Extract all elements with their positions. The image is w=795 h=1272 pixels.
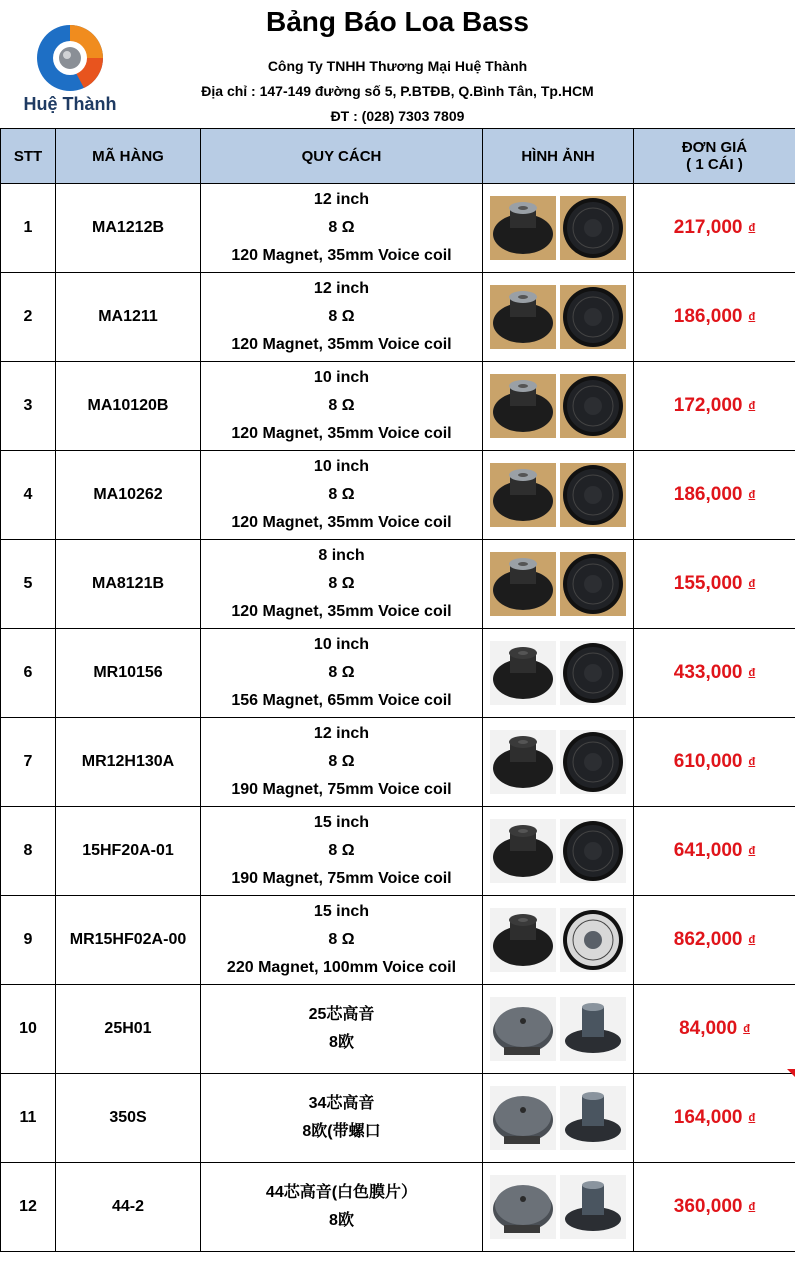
header-code: MÃ HÀNG: [56, 129, 201, 184]
cell-spec: [201, 985, 483, 1074]
currency-symbol: đ: [748, 578, 756, 590]
cell-stt: 4: [1, 451, 56, 540]
cell-price: [634, 273, 795, 362]
speaker-side-image: [490, 641, 556, 705]
header-spec: QUY CÁCH: [201, 129, 483, 184]
spec-line: 8欧: [329, 1212, 354, 1229]
speaker-front-image: [560, 1175, 626, 1239]
speaker-front-image: [560, 641, 626, 705]
spec-line: 120 Magnet, 35mm Voice coil: [231, 247, 452, 264]
speaker-side-image: [490, 196, 556, 260]
spec-line: 156 Magnet, 65mm Voice coil: [231, 692, 452, 709]
spec-line: 10 inch: [313, 458, 370, 475]
currency-symbol: đ: [748, 1201, 756, 1213]
table-row: [1, 362, 795, 451]
cell-image: [483, 362, 634, 451]
spec-line: 15 inch: [313, 814, 370, 831]
page-title: Bảng Báo Loa Bass: [266, 6, 529, 37]
cell-stt: 2: [1, 273, 56, 362]
cell-image: [483, 540, 634, 629]
spec-line: 120 Magnet, 35mm Voice coil: [231, 336, 452, 353]
product-images: [483, 807, 633, 895]
cell-spec: [201, 1074, 483, 1163]
cell-code: MR10156: [56, 629, 201, 718]
spec-line: 8 Ω: [328, 931, 355, 948]
currency-symbol: đ: [748, 1112, 756, 1124]
spec-line: 8欧: [329, 1034, 354, 1051]
cell-image: [483, 718, 634, 807]
cell-spec: [201, 1163, 483, 1252]
spec-line: 220 Magnet, 100mm Voice coil: [226, 959, 457, 976]
company-phone: ĐT : (028) 7303 7809: [330, 108, 465, 124]
price-value: 164,000: [673, 1107, 743, 1128]
cell-stt: 8: [1, 807, 56, 896]
cell-image: [483, 451, 634, 540]
header-price-line1: ĐƠN GIÁ: [681, 139, 748, 156]
cell-image: [483, 184, 634, 273]
currency-symbol: đ: [748, 756, 756, 768]
product-images: [483, 184, 633, 272]
spec-line: 190 Magnet, 75mm Voice coil: [231, 781, 452, 798]
speaker-side-image: [490, 819, 556, 883]
speaker-side-image: [490, 908, 556, 972]
price-value: 360,000: [673, 1196, 743, 1217]
spec-line: 8 Ω: [328, 308, 355, 325]
spec-line: 190 Magnet, 75mm Voice coil: [231, 870, 452, 887]
price-value: 155,000: [673, 573, 743, 594]
speaker-front-image: [560, 552, 626, 616]
cell-image: [483, 629, 634, 718]
speaker-front-image: [560, 908, 626, 972]
product-images: [483, 273, 633, 361]
price-value: 433,000: [673, 662, 743, 683]
cell-code: 15HF20A-01: [56, 807, 201, 896]
speaker-side-image: [490, 285, 556, 349]
cell-price: [634, 1074, 795, 1163]
header-stt: STT: [1, 129, 56, 184]
spec-line: 120 Magnet, 35mm Voice coil: [231, 603, 452, 620]
cell-stt: 7: [1, 718, 56, 807]
cell-stt: 11: [1, 1074, 56, 1163]
cell-price: [634, 718, 795, 807]
cell-code: MA1211: [56, 273, 201, 362]
cell-stt: 6: [1, 629, 56, 718]
speaker-front-image: [560, 374, 626, 438]
cell-price: [634, 451, 795, 540]
price-value: 186,000: [673, 306, 743, 327]
cell-code: MA10120B: [56, 362, 201, 451]
table-header-row: [1, 129, 795, 184]
currency-symbol: đ: [748, 400, 756, 412]
cell-code: 25H01: [56, 985, 201, 1074]
product-images: [483, 718, 633, 806]
price-value: 186,000: [673, 484, 743, 505]
header-price-line2: ( 1 CÁI ): [686, 156, 743, 173]
cell-stt: 10: [1, 985, 56, 1074]
speaker-side-image: [490, 730, 556, 794]
cell-spec: [201, 807, 483, 896]
cell-spec: [201, 629, 483, 718]
product-images: [483, 985, 633, 1073]
spec-line: 15 inch: [313, 903, 370, 920]
table-row: [1, 985, 795, 1074]
speaker-front-image: [560, 1086, 626, 1150]
cell-price: [634, 1163, 795, 1252]
cell-image: [483, 807, 634, 896]
product-images: [483, 540, 633, 628]
currency-symbol: đ: [748, 222, 756, 234]
spec-line: 8 Ω: [328, 753, 355, 770]
spec-line: 8 Ω: [328, 486, 355, 503]
spec-line: 8 inch: [318, 547, 365, 564]
table-row: [1, 273, 795, 362]
currency-symbol: đ: [748, 845, 756, 857]
speaker-side-image: [490, 1086, 556, 1150]
price-value: 172,000: [673, 395, 743, 416]
spec-line: 34芯高音: [308, 1095, 375, 1112]
cell-code: MR15HF02A-00: [56, 896, 201, 985]
table-row: [1, 184, 795, 273]
cell-price: [634, 362, 795, 451]
table-row: [1, 451, 795, 540]
currency-symbol: đ: [748, 311, 756, 323]
cell-price: [634, 985, 795, 1074]
corner-marker: [787, 1069, 795, 1077]
table-row: [1, 807, 795, 896]
cell-image: [483, 985, 634, 1074]
product-images: [483, 1074, 633, 1162]
speaker-side-image: [490, 374, 556, 438]
cell-code: MR12H130A: [56, 718, 201, 807]
currency-symbol: đ: [748, 667, 756, 679]
spec-line: 12 inch: [313, 191, 370, 208]
currency-symbol: đ: [748, 489, 756, 501]
spec-line: 120 Magnet, 35mm Voice coil: [231, 514, 452, 531]
cell-image: [483, 1074, 634, 1163]
cell-image: [483, 896, 634, 985]
cell-spec: [201, 718, 483, 807]
speaker-front-image: [560, 997, 626, 1061]
cell-price: [634, 629, 795, 718]
table-row: [1, 540, 795, 629]
spec-line: 8欧(带螺口: [302, 1123, 381, 1140]
price-value: 641,000: [673, 840, 743, 861]
price-value: 862,000: [673, 929, 743, 950]
product-images: [483, 451, 633, 539]
table-row: [1, 896, 795, 985]
cell-spec: [201, 451, 483, 540]
cell-image: [483, 273, 634, 362]
product-images: [483, 1163, 633, 1251]
header-price: [634, 129, 795, 184]
spec-line: 10 inch: [313, 636, 370, 653]
price-value: 84,000: [679, 1018, 738, 1039]
company-name: Công Ty TNHH Thương Mại Huệ Thành: [267, 58, 528, 74]
speaker-side-image: [490, 997, 556, 1061]
cell-price: [634, 184, 795, 273]
spec-line: 8 Ω: [328, 664, 355, 681]
cell-code: MA10262: [56, 451, 201, 540]
product-images: [483, 362, 633, 450]
speaker-side-image: [490, 1175, 556, 1239]
speaker-front-image: [560, 730, 626, 794]
cell-spec: [201, 184, 483, 273]
cell-stt: 1: [1, 184, 56, 273]
spec-line: 8 Ω: [328, 575, 355, 592]
cell-code: MA8121B: [56, 540, 201, 629]
price-table: [0, 128, 795, 1252]
price-value: 610,000: [673, 751, 743, 772]
spec-line: 12 inch: [313, 725, 370, 742]
speaker-side-image: [490, 552, 556, 616]
spec-line: 25芯高音: [308, 1006, 375, 1023]
cell-code: 350S: [56, 1074, 201, 1163]
spec-line: 8 Ω: [328, 219, 355, 236]
header: [0, 0, 795, 128]
cell-price: [634, 540, 795, 629]
spec-line: 8 Ω: [328, 842, 355, 859]
table-row: [1, 718, 795, 807]
cell-spec: [201, 540, 483, 629]
product-images: [483, 896, 633, 984]
table-row: [1, 629, 795, 718]
cell-stt: 9: [1, 896, 56, 985]
product-images: [483, 629, 633, 717]
cell-code: 44-2: [56, 1163, 201, 1252]
speaker-front-image: [560, 285, 626, 349]
cell-spec: [201, 273, 483, 362]
cell-price: [634, 896, 795, 985]
currency-symbol: đ: [743, 1023, 750, 1035]
cell-code: MA1212B: [56, 184, 201, 273]
cell-stt: 5: [1, 540, 56, 629]
price-value: 217,000: [673, 217, 743, 238]
logo-text: Huệ Thành: [23, 94, 117, 114]
cell-price: [634, 807, 795, 896]
company-address: Địa chỉ : 147-149 đường số 5, P.BTĐB, Q.Bình Tân, Tp.HCM: [201, 83, 594, 99]
spec-line: 10 inch: [313, 369, 370, 386]
cell-stt: 3: [1, 362, 56, 451]
cell-spec: [201, 896, 483, 985]
table-row: [1, 1074, 795, 1163]
speaker-front-image: [560, 463, 626, 527]
currency-symbol: đ: [748, 934, 756, 946]
speaker-side-image: [490, 463, 556, 527]
speaker-front-image: [560, 819, 626, 883]
spec-line: 8 Ω: [328, 397, 355, 414]
spec-line: 12 inch: [313, 280, 370, 297]
table-row: [1, 1163, 795, 1252]
cell-image: [483, 1163, 634, 1252]
spec-line: 44芯高音(白色膜片）: [265, 1184, 418, 1201]
speaker-front-image: [560, 196, 626, 260]
cell-spec: [201, 362, 483, 451]
cell-stt: 12: [1, 1163, 56, 1252]
spec-line: 120 Magnet, 35mm Voice coil: [231, 425, 452, 442]
header-image: HÌNH ẢNH: [483, 129, 634, 184]
